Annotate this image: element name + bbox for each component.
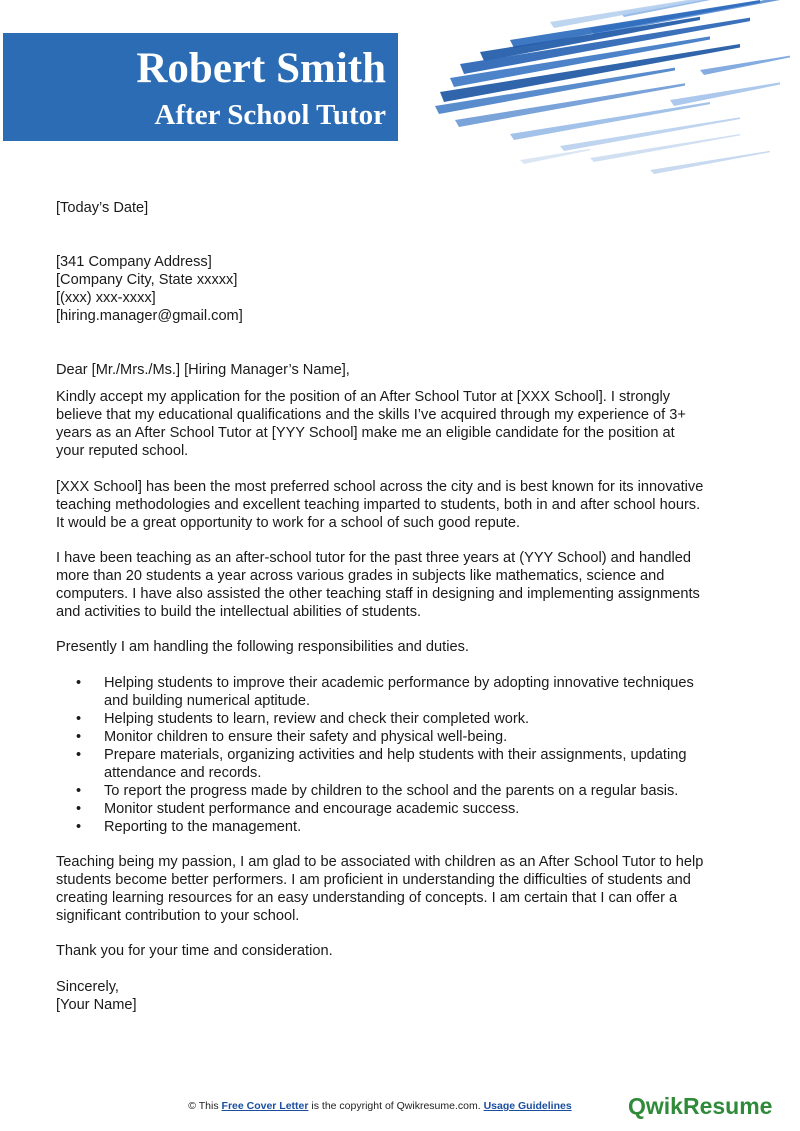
address-city: [Company City, State xxxxx]	[56, 272, 238, 288]
date-line: [Today’s Date]	[56, 200, 149, 216]
address-block	[56, 253, 746, 325]
list-item-text: • To report the progress made by children to the school and the parents on a regular basis.	[104, 783, 679, 799]
list-item-text: • Helping students to improve their academic performance by adopting innovative techniques	[104, 675, 694, 691]
paragraph-line: creating learning resources for an easy understanding of concepts. I am certain that I can offer a	[56, 890, 678, 906]
qwikresume-logo[interactable]	[628, 1093, 772, 1120]
decorative-streak	[520, 149, 590, 164]
letter-body	[56, 199, 746, 1014]
list-item	[56, 800, 746, 818]
list-item	[56, 710, 746, 728]
list-item-text: attendance and records.	[104, 765, 262, 781]
list-item	[56, 782, 746, 800]
applicant-name: Robert Smith	[136, 45, 386, 92]
logo-part-qwik: Qwik	[628, 1093, 683, 1119]
footer-middle: is the copyright of Qwikresume.com.	[311, 1100, 481, 1112]
closing-block	[56, 978, 746, 1014]
paragraph-2	[56, 478, 746, 532]
responsibilities-list	[56, 674, 746, 836]
list-item-text: • Monitor children to ensure their safety and physical well-being.	[104, 729, 508, 745]
list-item	[56, 728, 746, 746]
paragraph-line: believe that my educational qualifications and the skills I’ve acquired through my experience of 3+	[56, 407, 686, 423]
sign-off: Sincerely,	[56, 979, 119, 995]
paragraph-line: It would be a great opportunity to work for a school of such good repute.	[56, 515, 521, 531]
usage-guidelines-link[interactable]: Usage Guidelines	[483, 1100, 572, 1112]
paragraph-line: [XXX School] has been the most preferred school across the city and is best known for its innovative	[56, 479, 704, 495]
paragraph-line: students become better performers. I am proficient in understanding the difficulties of students and	[56, 872, 691, 888]
paragraph-line: Kindly accept my application for the position of an After School Tutor at [XXX School]. I strongly	[56, 389, 671, 405]
logo-part-resume: Resume	[682, 1093, 773, 1119]
decorative-streak	[700, 56, 790, 75]
paragraph-5	[56, 853, 746, 925]
free-cover-letter-link[interactable]: Free Cover Letter	[221, 1100, 309, 1112]
paragraph-line: I have been teaching as an after-school tutor for the past three years at (YYY School) and handled	[56, 550, 691, 566]
decorative-streak	[480, 17, 700, 61]
salutation: Dear [Mr./Mrs./Ms.] [Hiring Manager’s Name],	[56, 362, 350, 378]
paragraph-line: your reputed school.	[56, 443, 189, 459]
paragraph-line: computers. I have also assisted the other teaching staff in designing and implementing assignments	[56, 586, 700, 602]
paragraph-6	[56, 942, 746, 960]
paragraph-line: years as an After School Tutor at [YYY School] make me an eligible candidate for the position at	[56, 425, 675, 441]
paragraph-4	[56, 638, 746, 656]
paragraph-line: and activities to build the intellectual abilities of students.	[56, 604, 422, 620]
paragraph-line: Thank you for your time and consideration.	[56, 943, 333, 959]
header-banner	[3, 33, 398, 141]
decorative-streak	[670, 82, 780, 106]
list-item-text: • Reporting to the management.	[104, 819, 302, 835]
list-item	[56, 674, 746, 710]
list-item	[56, 818, 746, 836]
address-email: [hiring.manager@gmail.com]	[56, 308, 243, 324]
list-item-text: • Helping students to learn, review and check their completed work.	[104, 711, 530, 727]
paragraph-line: Teaching being my passion, I am glad to be associated with children as an After School Tutor to help	[56, 854, 704, 870]
paragraph-1	[56, 388, 746, 460]
decorative-streaks	[420, 0, 800, 185]
paragraph-line: Presently I am handling the following responsibilities and duties.	[56, 639, 469, 655]
signature-name: [Your Name]	[56, 997, 137, 1013]
paragraph-3	[56, 549, 746, 621]
list-item-text: • Monitor student performance and encourage academic success.	[104, 801, 520, 817]
address-phone: [(xxx) xxx-xxxx]	[56, 290, 156, 306]
paragraph-line: more than 20 students a year across various grades in subjects like mathematics, science and	[56, 568, 665, 584]
address-street: [341 Company Address]	[56, 254, 212, 270]
decorative-streak	[650, 151, 770, 174]
job-title: After School Tutor	[154, 99, 386, 131]
paragraph-line: teaching methodologies and excellent teaching imparted to students, both in and after school hours.	[56, 497, 701, 513]
footer-prefix: © This	[188, 1100, 219, 1112]
paragraph-line: significant contribution to your school.	[56, 908, 300, 924]
list-item-text: • Prepare materials, organizing activities and help students with their assignments, updating	[104, 747, 687, 763]
list-item	[56, 746, 746, 782]
list-item-text: and building numerical aptitude.	[104, 693, 311, 709]
